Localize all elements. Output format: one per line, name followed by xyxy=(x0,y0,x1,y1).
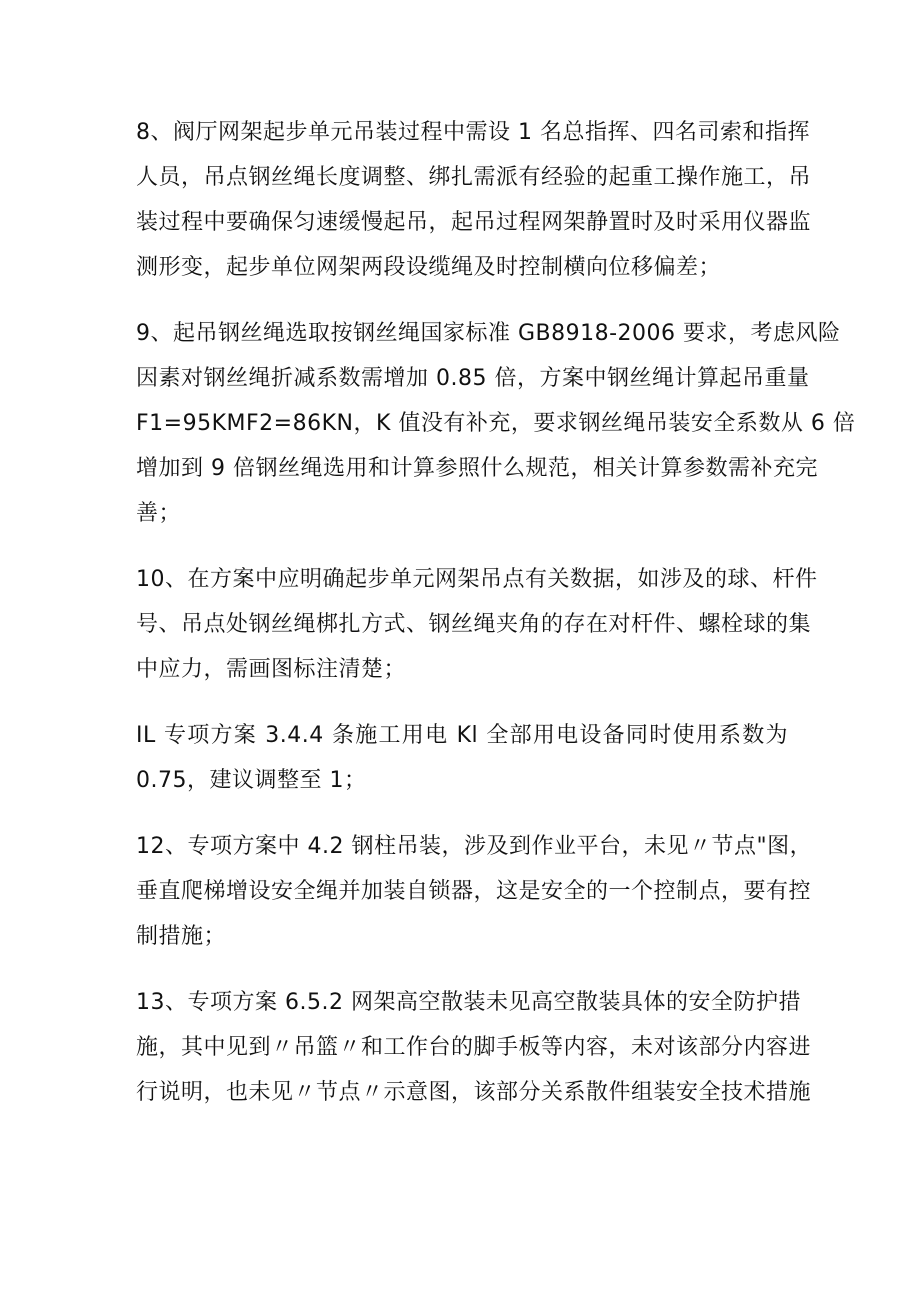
paragraph-item-9 xyxy=(136,311,856,536)
text-line: 12、专项方案中 4.2 钢柱吊装，涉及到作业平台，未见〃节点"图， xyxy=(136,834,813,859)
paragraph-item-11 xyxy=(136,713,788,803)
text-line: 增加到 9 倍钢丝绳选用和计算参照什么规范，相关计算参数需补充完 xyxy=(136,456,818,481)
paragraph-item-8 xyxy=(136,110,812,290)
text-line: 测形变，起步单位网架两段设缆绳及时控制横向位移偏差； xyxy=(136,255,722,280)
text-line: 因素对钢丝绳折减系数需增加 0.85 倍，方案中钢丝绳计算起吊重量 xyxy=(136,366,810,391)
text-line: 垂直爬梯增设安全绳并加装自锁器，这是安全的一个控制点，要有控 xyxy=(136,879,812,904)
text-line: 行说明，也未见〃节点〃示意图，该部分关系散件组装安全技术措施 xyxy=(136,1080,812,1105)
text-line: 施，其中见到〃吊篮〃和工作台的脚手板等内容，未对该部分内容进 xyxy=(136,1035,812,1060)
paragraph-item-10 xyxy=(136,557,818,692)
text-line: 8、阀厅网架起步单元吊装过程中需设 1 名总指挥、四名司索和指挥 xyxy=(136,120,810,145)
text-line: 号、吊点处钢丝绳梆扎方式、钢丝绳夹角的存在对杆件、螺栓球的集 xyxy=(136,612,812,637)
text-line: 0.75，建议调整至 1； xyxy=(136,768,367,793)
text-line: 善； xyxy=(136,501,182,526)
paragraph-item-12 xyxy=(136,824,813,959)
text-line: 人员，吊点钢丝绳长度调整、绑扎需派有经验的起重工操作施工，吊 xyxy=(136,165,812,190)
text-line: 制措施； xyxy=(136,924,227,949)
text-line: 13、专项方案 6.5.2 网架高空散装未见高空散装具体的安全防护措 xyxy=(136,990,801,1015)
text-line: 10、在方案中应明确起步单元网架吊点有关数据，如涉及的球、杆件 xyxy=(136,567,818,592)
text-line: IL 专项方案 3.4.4 条施工用电 Kl 全部用电设备同时使用系数为 xyxy=(136,723,788,748)
text-line: 装过程中要确保匀速缓慢起吊，起吊过程网架静置时及时采用仪器监 xyxy=(136,210,812,235)
paragraph-item-13 xyxy=(136,980,812,1115)
text-line: 9、起吊钢丝绳选取按钢丝绳国家标准 GB8918-2006 要求，考虑风险 xyxy=(136,321,841,346)
text-line: 中应力，需画图标注清楚； xyxy=(136,657,407,682)
text-line: F1=95KMF2=86KN，K 值没有补充，要求钢丝绳吊装安全系数从 6 倍 xyxy=(136,411,856,436)
document-body xyxy=(136,110,856,1136)
